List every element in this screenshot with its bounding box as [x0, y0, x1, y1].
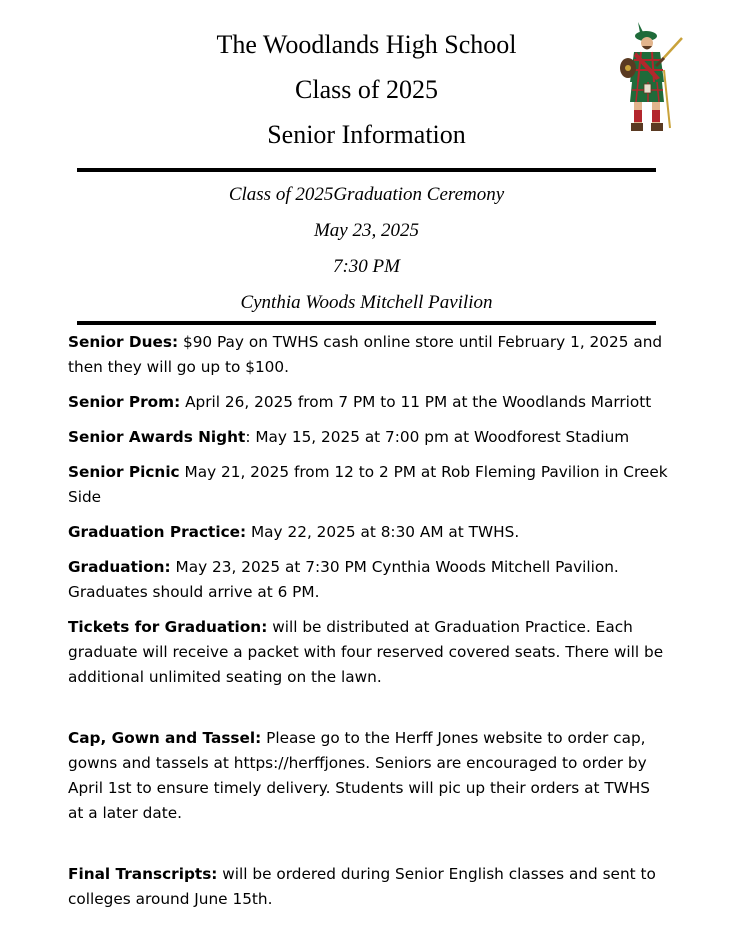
ceremony-block [0, 177, 733, 321]
info-label: Final Transcripts: [68, 865, 218, 883]
info-text: : May 15, 2025 at 7:00 pm at Woodforest Stadium [245, 428, 630, 446]
ceremony-date: May 23, 2025 [313, 220, 419, 241]
info-text: April 26, 2025 from 7 PM to 11 PM at the Woodlands Marriott [180, 393, 652, 411]
class-year: Class of 2025 [295, 75, 438, 104]
ceremony-title: Class of 2025Graduation Ceremony [228, 184, 505, 205]
ceremony-time: 7:30 PM [332, 256, 400, 277]
info-label: Cap, Gown and Tassel: [68, 729, 262, 747]
info-text: will be ordered during Senior English classes and sent to colleges around June 15th. [68, 865, 656, 908]
info-awards-night [68, 425, 668, 450]
info-label: Senior Picnic [68, 463, 180, 481]
info-label: Senior Awards Night [68, 428, 246, 446]
info-text: May 22, 2025 at 8:30 AM at TWHS. [246, 523, 520, 541]
info-graduation-practice [68, 520, 668, 545]
info-senior-dues [68, 330, 668, 380]
info-label: Senior Prom: [68, 393, 181, 411]
info-final-transcripts [68, 862, 668, 912]
info-senior-prom [68, 390, 668, 415]
document-title: Senior Information [267, 120, 466, 149]
info-text: Please go to the Herff Jones website to order cap, gowns and tassels at https://herffjones. Seniors are encouraged to order by April 1st to ensure timely delivery. Students will pic up their orders at TWHS at a later date. [68, 729, 651, 822]
info-label: Tickets for Graduation: [68, 618, 268, 636]
info-label: Senior Dues: [68, 333, 179, 351]
info-senior-picnic [68, 460, 668, 510]
info-label: Graduation: [68, 558, 171, 576]
info-tickets [68, 615, 668, 690]
info-label: Graduation Practice: [68, 523, 247, 541]
info-text: May 21, 2025 from 12 to 2 PM at Rob Fleming Pavilion in Creek Side [68, 463, 668, 506]
ceremony-venue: Cynthia Woods Mitchell Pavilion [240, 292, 493, 313]
info-text: will be distributed at Graduation Practice. Each graduate will receive a packet with four reserved covered seats. There will be additional unlimited seating on the lawn. [68, 618, 664, 686]
info-graduation [68, 555, 668, 605]
info-cap-gown-tassel [68, 726, 668, 826]
divider-top [77, 168, 656, 172]
highlander-mascot-icon [616, 20, 686, 136]
info-text: May 23, 2025 at 7:30 PM Cynthia Woods Mitchell Pavilion. Graduates should arrive at 6 PM. [68, 558, 619, 601]
senior-info-list [68, 330, 668, 922]
info-text: $90 Pay on TWHS cash online store until February 1, 2025 and then they will go up to $100. [68, 333, 663, 376]
divider-bottom [77, 321, 656, 325]
school-name: The Woodlands High School [216, 30, 517, 59]
